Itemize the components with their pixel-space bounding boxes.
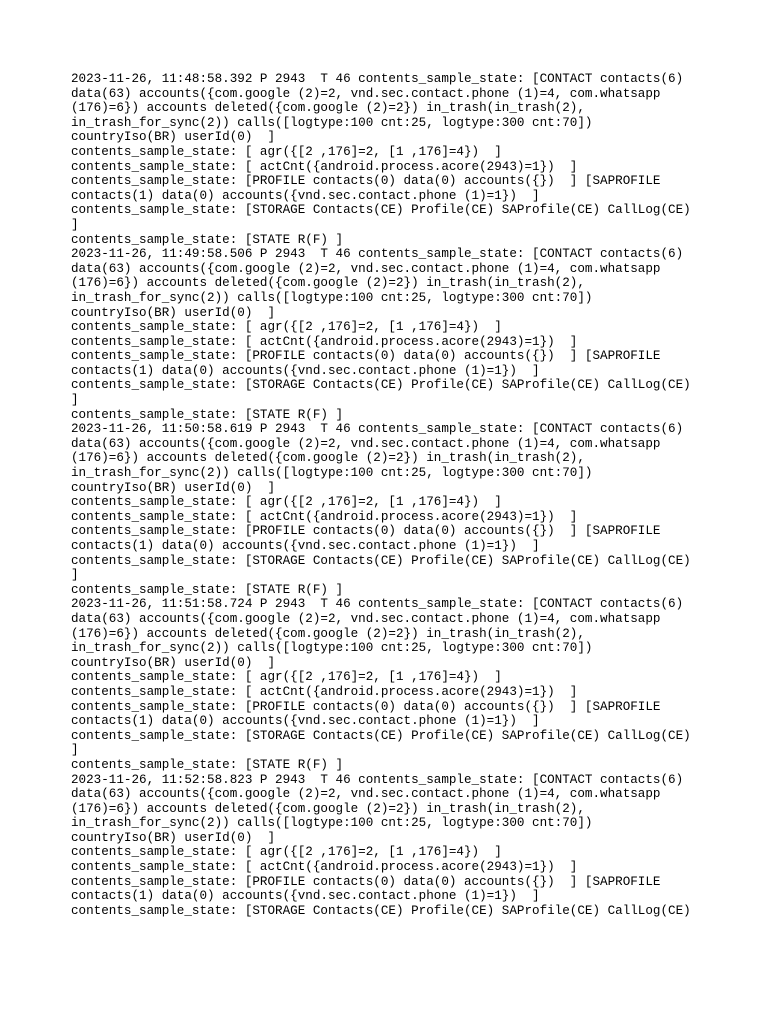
log-line: contents_sample_state: [STATE R(F) ] — [71, 757, 344, 772]
log-line: in_trash_for_sync(2)) calls([logtype:100 cnt:25, logtype:300 cnt:70]) — [71, 466, 593, 481]
log-line: contents_sample_state: [STORAGE Contacts(CE) Profile(CE) SAProfile(CE) CallLog(CE) — [71, 378, 691, 393]
log-line: data(63) accounts({com.google (2)=2, vnd.sec.contact.phone (1)=4, com.whatsapp — [71, 787, 661, 802]
log-line: contents_sample_state: [ actCnt({android.process.acore(2943)=1}) ] — [71, 684, 578, 699]
log-line: 2023-11-26, 11:49:58.506 P 2943 T 46 contents_sample_state: [CONTACT contacts(6) — [71, 247, 684, 262]
log-line: ] — [71, 743, 79, 758]
log-line: in_trash_for_sync(2)) calls([logtype:100 cnt:25, logtype:300 cnt:70]) — [71, 641, 593, 656]
log-line: countryIso(BR) userId(0) ] — [71, 480, 276, 495]
log-line: in_trash_for_sync(2)) calls([logtype:100 cnt:25, logtype:300 cnt:70]) — [71, 816, 593, 831]
log-line: contents_sample_state: [ agr({[2 ,176]=2, [1 ,176]=4}) ] — [71, 495, 502, 510]
log-line: (176)=6}) accounts deleted({com.google (2)=2}) in_trash(in_trash(2), — [71, 276, 585, 291]
log-line: 2023-11-26, 11:48:58.392 P 2943 T 46 contents_sample_state: [CONTACT contacts(6) — [71, 72, 684, 86]
log-line: data(63) accounts({com.google (2)=2, vnd.sec.contact.phone (1)=4, com.whatsapp — [71, 86, 661, 101]
log-line: contents_sample_state: [ agr({[2 ,176]=2, [1 ,176]=4}) ] — [71, 845, 502, 860]
log-line: 2023-11-26, 11:51:58.724 P 2943 T 46 contents_sample_state: [CONTACT contacts(6) — [71, 597, 684, 612]
log-line: contacts(1) data(0) accounts({vnd.sec.contact.phone (1)=1}) ] — [71, 188, 540, 203]
log-line: contents_sample_state: [STORAGE Contacts(CE) Profile(CE) SAProfile(CE) CallLog(CE) — [71, 203, 691, 218]
log-line: contents_sample_state: [ agr({[2 ,176]=2, [1 ,176]=4}) ] — [71, 144, 502, 159]
log-line: contents_sample_state: [STATE R(F) ] — [71, 232, 344, 247]
log-line: contacts(1) data(0) accounts({vnd.sec.contact.phone (1)=1}) ] — [71, 363, 540, 378]
log-line: contents_sample_state: [PROFILE contacts(0) data(0) accounts({}) ] [SAPROFILE — [71, 174, 661, 189]
log-line: contacts(1) data(0) accounts({vnd.sec.contact.phone (1)=1}) ] — [71, 539, 540, 553]
log-line: contents_sample_state: [PROFILE contacts(0) data(0) accounts({}) ] [SAPROFILE — [71, 699, 661, 714]
log-line: contents_sample_state: [PROFILE contacts(0) data(0) accounts({}) ] [SAPROFILE — [71, 524, 661, 539]
log-line: (176)=6}) accounts deleted({com.google (2)=2}) in_trash(in_trash(2), — [71, 801, 585, 816]
log-line: ] — [71, 217, 79, 232]
log-line: contents_sample_state: [PROFILE contacts(0) data(0) accounts({}) ] [SAPROFILE — [71, 349, 661, 364]
log-line: contents_sample_state: [ actCnt({android.process.acore(2943)=1}) ] — [71, 334, 578, 349]
log-line: (176)=6}) accounts deleted({com.google (2)=2}) in_trash(in_trash(2), — [71, 626, 585, 641]
log-line: contents_sample_state: [STORAGE Contacts(CE) Profile(CE) SAProfile(CE) CallLog(CE) — [71, 728, 691, 743]
log-line: contacts(1) data(0) accounts({vnd.sec.contact.phone (1)=1}) ] — [71, 889, 540, 904]
log-line: contents_sample_state: [ actCnt({android.process.acore(2943)=1}) ] — [71, 509, 578, 524]
log-line: data(63) accounts({com.google (2)=2, vnd.sec.contact.phone (1)=4, com.whatsapp — [71, 436, 661, 451]
log-line: contents_sample_state: [STATE R(F) ] — [71, 407, 344, 422]
log-line: contents_sample_state: [STORAGE Contacts(CE) Profile(CE) SAProfile(CE) CallLog(CE) — [71, 553, 691, 568]
log-line: contents_sample_state: [ actCnt({android.process.acore(2943)=1}) ] — [71, 159, 578, 174]
log-line: contents_sample_state: [PROFILE contacts(0) data(0) accounts({}) ] [SAPROFILE — [71, 874, 661, 889]
log-line: countryIso(BR) userId(0) ] — [71, 830, 276, 845]
log-line: 2023-11-26, 11:52:58.823 P 2943 T 46 contents_sample_state: [CONTACT contacts(6) — [71, 772, 684, 787]
log-line: contents_sample_state: [ actCnt({android.process.acore(2943)=1}) ] — [71, 860, 578, 875]
log-line: data(63) accounts({com.google (2)=2, vnd.sec.contact.phone (1)=4, com.whatsapp — [71, 261, 661, 276]
log-line: data(63) accounts({com.google (2)=2, vnd.sec.contact.phone (1)=4, com.whatsapp — [71, 611, 661, 626]
log-line: countryIso(BR) userId(0) ] — [71, 130, 276, 145]
log-line: countryIso(BR) userId(0) ] — [71, 655, 276, 670]
log-line: ] — [71, 568, 79, 583]
log-line: 2023-11-26, 11:50:58.619 P 2943 T 46 contents_sample_state: [CONTACT contacts(6) — [71, 422, 684, 437]
log-line: ] — [71, 393, 79, 408]
log-line: in_trash_for_sync(2)) calls([logtype:100 cnt:25, logtype:300 cnt:70]) — [71, 115, 593, 130]
log-line: contents_sample_state: [ agr({[2 ,176]=2, [1 ,176]=4}) ] — [71, 670, 502, 685]
log-line: (176)=6}) accounts deleted({com.google (2)=2}) in_trash(in_trash(2), — [71, 101, 585, 116]
log-line: contents_sample_state: [STATE R(F) ] — [71, 582, 344, 597]
log-line: (176)=6}) accounts deleted({com.google (2)=2}) in_trash(in_trash(2), — [71, 451, 585, 466]
log-line: contents_sample_state: [ agr({[2 ,176]=2, [1 ,176]=4}) ] — [71, 320, 502, 335]
log-line: in_trash_for_sync(2)) calls([logtype:100 cnt:25, logtype:300 cnt:70]) — [71, 290, 593, 305]
log-document — [71, 72, 711, 918]
log-line: countryIso(BR) userId(0) ] — [71, 305, 276, 320]
log-line: contacts(1) data(0) accounts({vnd.sec.contact.phone (1)=1}) ] — [71, 714, 540, 729]
log-line: contents_sample_state: [STORAGE Contacts(CE) Profile(CE) SAProfile(CE) CallLog(CE) — [71, 903, 691, 918]
